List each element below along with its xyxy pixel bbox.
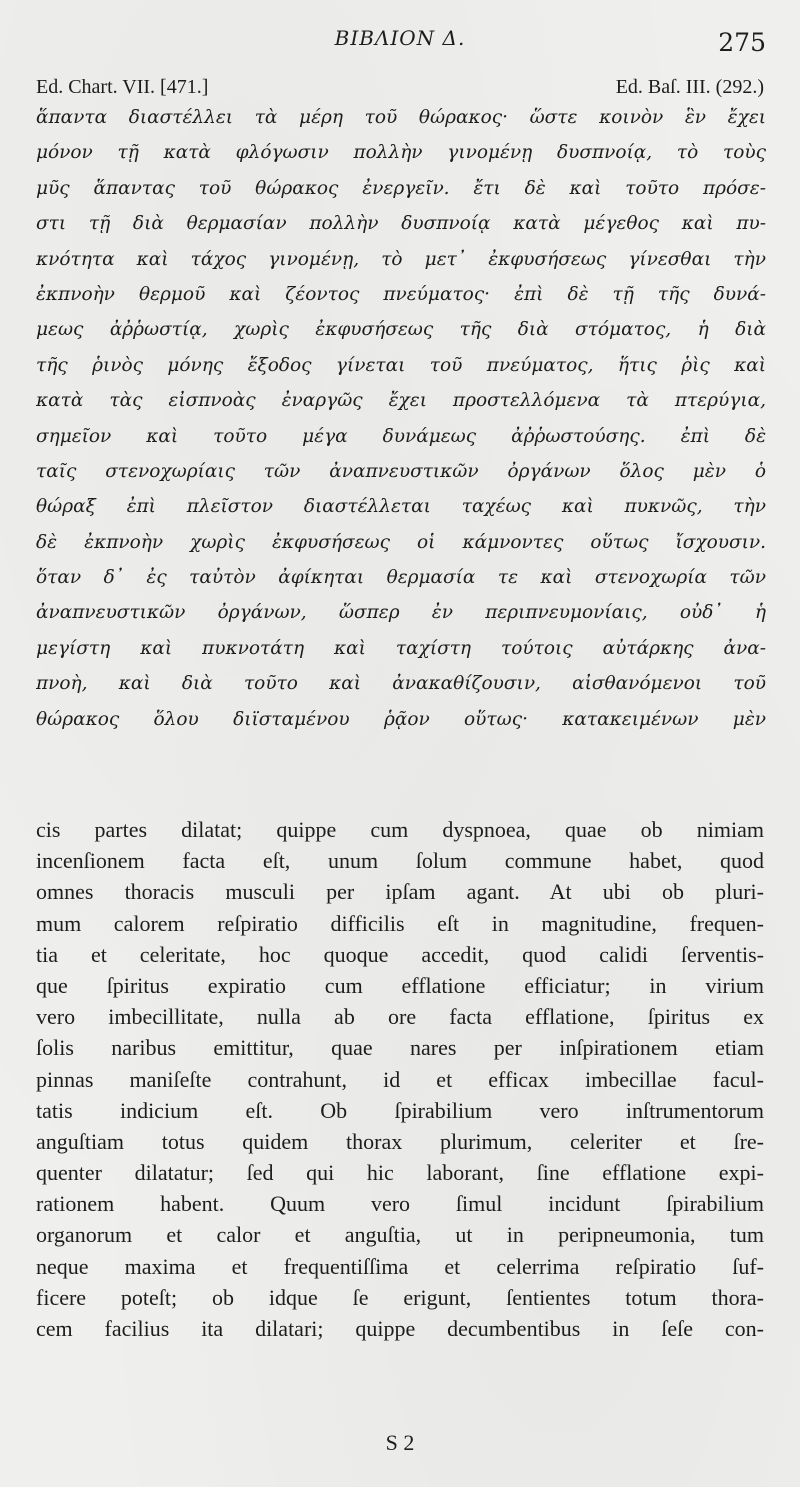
greek-text-line: τῆς ῥινὸς μόνης ἔξοδος γίνεται τοῦ πνεύματος, ἥτις ῥὶς καὶ [36, 354, 766, 376]
greek-text-line: θώρακος ὅλου διϊσταμένου ῥᾷον οὕτως· κατακειμένων μὲν [36, 708, 766, 730]
latin-text-line: neque maxima et frequentiſſima et celerrima reſpiratio ſuf- [36, 1253, 764, 1279]
latin-text-line: incenſionem facta eſt, unum ſolum commune habet, quod [36, 848, 764, 874]
latin-text-line: rationem habent. Quum vero ſimul incidunt ſpirabilium [36, 1191, 764, 1217]
greek-text-line: ἐκπνοὴν θερμοῦ καὶ ζέοντος πνεύματος· ἐπὶ δὲ τῇ τῆς δυνά- [36, 283, 766, 305]
greek-text-line: μῦς ἅπαντας τοῦ θώρακος ἐνεργεῖν. ἔτι δὲ καὶ τοῦτο πρόσε- [36, 177, 766, 199]
edition-reference-left: Ed. Chart. VII. [471.] [36, 76, 209, 98]
latin-text-line: pinnas maniſeſte contrahunt, id et efficax imbecillae facul- [36, 1066, 764, 1092]
latin-text-line: organorum et calor et anguſtia, ut in peripneumonia, tum [36, 1222, 764, 1248]
latin-text-block [36, 814, 764, 1344]
page-number: 275 [718, 28, 766, 57]
greek-text-line: θώραξ ἐπὶ πλεῖστον διαστέλλεται ταχέως καὶ πυκνῶς, τὴν [36, 496, 766, 518]
latin-text-line: cem facilius ita dilatari; quippe decumbentibus in ſeſe con- [36, 1316, 764, 1341]
greek-text-line: σημεῖον καὶ τοῦτο μέγα δυνάμεως ἀῤῥωστούσης. ἐπὶ δὲ [36, 425, 766, 447]
greek-text-line: ἀναπνευστικῶν ὀργάνων, ὥσπερ ἐν περιπνευμονίαις, οὐδ᾽ ἡ [36, 602, 766, 624]
latin-text-line: que ſpiritus expiratio cum efflatione efficiatur; in virium [36, 972, 764, 998]
signature-mark: S 2 [385, 1430, 415, 1455]
greek-text-line: μεως ἀῤῥωστίᾳ, χωρὶς ἐκφυσήσεως τῆς διὰ στόματος, ἡ διὰ [36, 319, 766, 341]
latin-text-line: cis partes dilatat; quippe cum dyspnoea, quae ob nimiam [36, 817, 764, 842]
greek-text-line: κνότητα καὶ τάχος γινομένῃ, τὸ μετ᾽ ἐκφυσήσεως γίνεσθαι τὴν [36, 248, 766, 270]
greek-text-line: κατὰ τὰς εἰσπνοὰς ἐναργῶς ἔχει προστελλόμενα τὰ πτερύγια, [36, 390, 766, 412]
latin-text-line: tia et celeritate, hoc quoque accedit, quod calidi ſerventis- [36, 941, 764, 967]
latin-text-line: quenter dilatatur; ſed qui hic laborant, ſine efflatione expi- [36, 1160, 764, 1186]
greek-text-block [36, 100, 766, 737]
latin-text-line: ficere poteſt; ob idque ſe erigunt, ſentientes totum thora- [36, 1284, 764, 1310]
latin-text-line: anguſtiam totus quidem thorax plurimum, celeriter et ſre- [36, 1128, 764, 1154]
edition-reference-right: Ed. Baſ. III. (292.) [615, 76, 764, 98]
greek-text-line: στι τῇ διὰ θερμασίαν πολλὴν δυσπνοίᾳ κατὰ μέγεθος καὶ πυ- [36, 213, 766, 235]
greek-text-line: πνοὴ, καὶ διὰ τοῦτο καὶ ἀνακαθίζουσιν, αἰσθανόμενοι τοῦ [36, 673, 766, 695]
latin-text-line: tatis indicium eſt. Ob ſpirabilium vero inſtrumentorum [36, 1097, 764, 1123]
running-head: ΒΙΒΛΙΟΝ Δ. [334, 26, 466, 50]
greek-text-line: ταῖς στενοχωρίαις τῶν ἀναπνευστικῶν ὀργάνων ὅλος μὲν ὁ [36, 460, 766, 482]
latin-text-line: mum calorem reſpiratio difficilis eſt in magnitudine, frequen- [36, 910, 764, 936]
greek-text-line: μεγίστη καὶ πυκνοτάτη καὶ ταχίστη τούτοις αὐτάρκης ἀνα- [36, 637, 766, 659]
greek-text-line: ἅπαντα διαστέλλει τὰ μέρη τοῦ θώρακος· ὥστε κοινὸν ἓν ἔχει [36, 107, 766, 128]
greek-text-line: μόνον τῇ κατὰ φλόγωσιν πολλὴν γινομένῃ δυσπνοίᾳ, τὸ τοὺς [36, 142, 766, 164]
latin-text-line: ſolis naribus emittitur, quae nares per inſpirationem etiam [36, 1035, 764, 1061]
greek-text-line: ὅταν δ᾽ ἐς ταὐτὸν ἀφίκηται θερμασία τε καὶ στενοχωρία τῶν [36, 567, 766, 589]
latin-text-line: omnes thoracis musculi per ipſam agant. At ubi ob pluri- [36, 879, 764, 905]
greek-text-line: δὲ ἐκπνοὴν χωρὶς ἐκφυσήσεως οἱ κάμνοντες οὕτως ἴσχουσιν. [36, 531, 766, 553]
latin-text-line: vero imbecillitate, nulla ab ore facta efflatione, ſpiritus ex [36, 1004, 764, 1030]
